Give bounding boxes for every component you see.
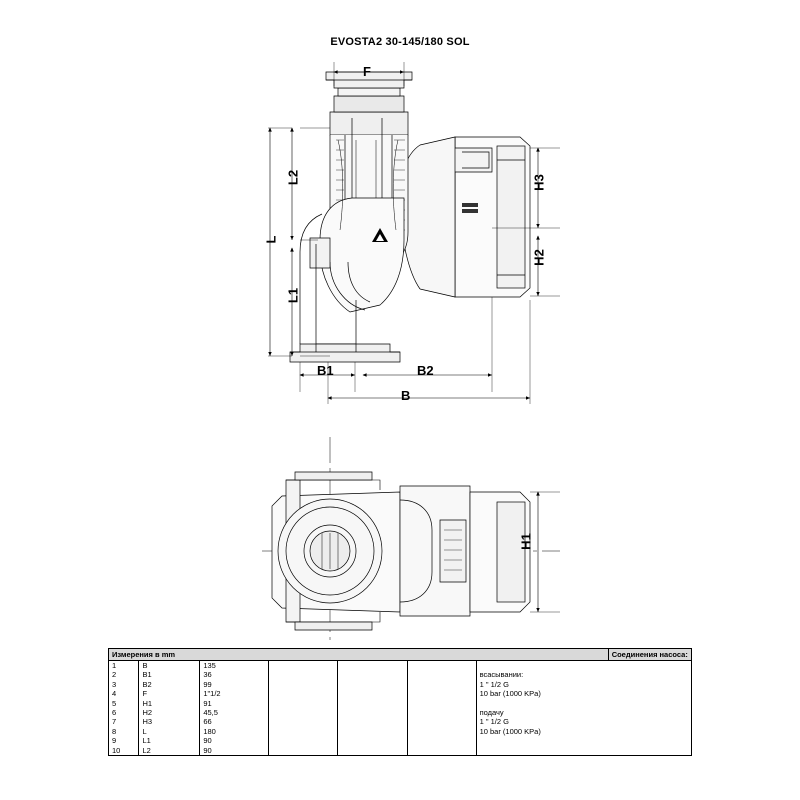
- table-row: [109, 670, 692, 679]
- row-spacer: [338, 736, 407, 745]
- row-symbol: B2: [139, 680, 200, 689]
- row-spacer: [407, 661, 476, 670]
- row-spacer: [407, 699, 476, 708]
- table-row: [109, 717, 692, 726]
- dim-label-H2: H2: [531, 249, 547, 266]
- row-spacer: [269, 661, 338, 670]
- row-symbol: L: [139, 727, 200, 736]
- row-connection: подачу: [476, 708, 691, 717]
- row-value: 45,5: [200, 708, 269, 717]
- dim-label-L: L: [263, 235, 279, 244]
- dim-label-L1: L1: [285, 287, 301, 304]
- row-symbol: H2: [139, 708, 200, 717]
- row-index: 1: [109, 661, 139, 670]
- row-index: 6: [109, 708, 139, 717]
- dim-label-B: B: [401, 388, 411, 403]
- row-index: 7: [109, 717, 139, 726]
- specification-table: [108, 648, 692, 756]
- row-spacer: [407, 708, 476, 717]
- row-connection: 1 " 1/2 G: [476, 717, 691, 726]
- row-value: 90: [200, 746, 269, 756]
- row-spacer: [407, 746, 476, 756]
- row-index: 3: [109, 680, 139, 689]
- row-value: 91: [200, 699, 269, 708]
- table-row: [109, 727, 692, 736]
- table-row: [109, 699, 692, 708]
- dim-label-B1: B1: [317, 363, 334, 378]
- row-index: 5: [109, 699, 139, 708]
- row-value: 1"1/2: [200, 689, 269, 698]
- row-connection: 10 bar (1000 KPa): [476, 689, 691, 698]
- table-row: [109, 680, 692, 689]
- row-value: 66: [200, 717, 269, 726]
- drawing-title: EVOSTA2 30-145/180 SOL: [330, 36, 470, 48]
- row-spacer: [407, 680, 476, 689]
- row-symbol: B1: [139, 670, 200, 679]
- table-row: [109, 689, 692, 698]
- row-index: 9: [109, 736, 139, 745]
- table-body: [108, 661, 692, 756]
- row-value: 99: [200, 680, 269, 689]
- row-spacer: [407, 736, 476, 745]
- dim-label-H3: H3: [531, 174, 547, 191]
- row-spacer: [407, 689, 476, 698]
- row-symbol: B: [139, 661, 200, 670]
- row-spacer: [269, 717, 338, 726]
- row-spacer: [407, 727, 476, 736]
- row-spacer: [269, 670, 338, 679]
- row-connection: всасывании:: [476, 670, 691, 679]
- row-index: 4: [109, 689, 139, 698]
- row-spacer: [407, 670, 476, 679]
- row-symbol: L1: [139, 736, 200, 745]
- row-connection: [476, 661, 691, 670]
- row-spacer: [269, 708, 338, 717]
- dim-label-B2: B2: [417, 363, 434, 378]
- row-spacer: [269, 746, 338, 756]
- row-connection: [476, 736, 691, 745]
- row-spacer: [269, 680, 338, 689]
- row-symbol: L2: [139, 746, 200, 756]
- row-spacer: [338, 680, 407, 689]
- row-value: 135: [200, 661, 269, 670]
- dim-label-H1: H1: [518, 533, 534, 550]
- row-connection: [476, 746, 691, 756]
- row-spacer: [338, 661, 407, 670]
- row-spacer: [338, 717, 407, 726]
- row-connection: 1 " 1/2 G: [476, 680, 691, 689]
- row-spacer: [338, 699, 407, 708]
- row-spacer: [269, 689, 338, 698]
- row-spacer: [407, 717, 476, 726]
- table-row: [109, 736, 692, 745]
- table-row: [109, 746, 692, 756]
- row-value: 90: [200, 736, 269, 745]
- row-symbol: F: [139, 689, 200, 698]
- row-symbol: H1: [139, 699, 200, 708]
- table-row: [109, 708, 692, 717]
- dim-label-F: F: [363, 64, 371, 79]
- row-spacer: [338, 727, 407, 736]
- header-measurements: Измерения в mm: [109, 649, 609, 661]
- row-connection: [476, 699, 691, 708]
- row-spacer: [338, 746, 407, 756]
- row-spacer: [338, 708, 407, 717]
- row-connection: 10 bar (1000 KPa): [476, 727, 691, 736]
- header-connections: Соединения насоса:: [608, 649, 691, 661]
- row-symbol: H3: [139, 717, 200, 726]
- row-spacer: [338, 670, 407, 679]
- table-header-row: [109, 649, 692, 661]
- row-index: 2: [109, 670, 139, 679]
- dim-label-L2: L2: [285, 169, 301, 186]
- row-index: 8: [109, 727, 139, 736]
- row-spacer: [269, 736, 338, 745]
- row-spacer: [338, 689, 407, 698]
- row-value: 36: [200, 670, 269, 679]
- row-value: 180: [200, 727, 269, 736]
- table-row: [109, 661, 692, 670]
- row-spacer: [269, 727, 338, 736]
- row-index: 10: [109, 746, 139, 756]
- row-spacer: [269, 699, 338, 708]
